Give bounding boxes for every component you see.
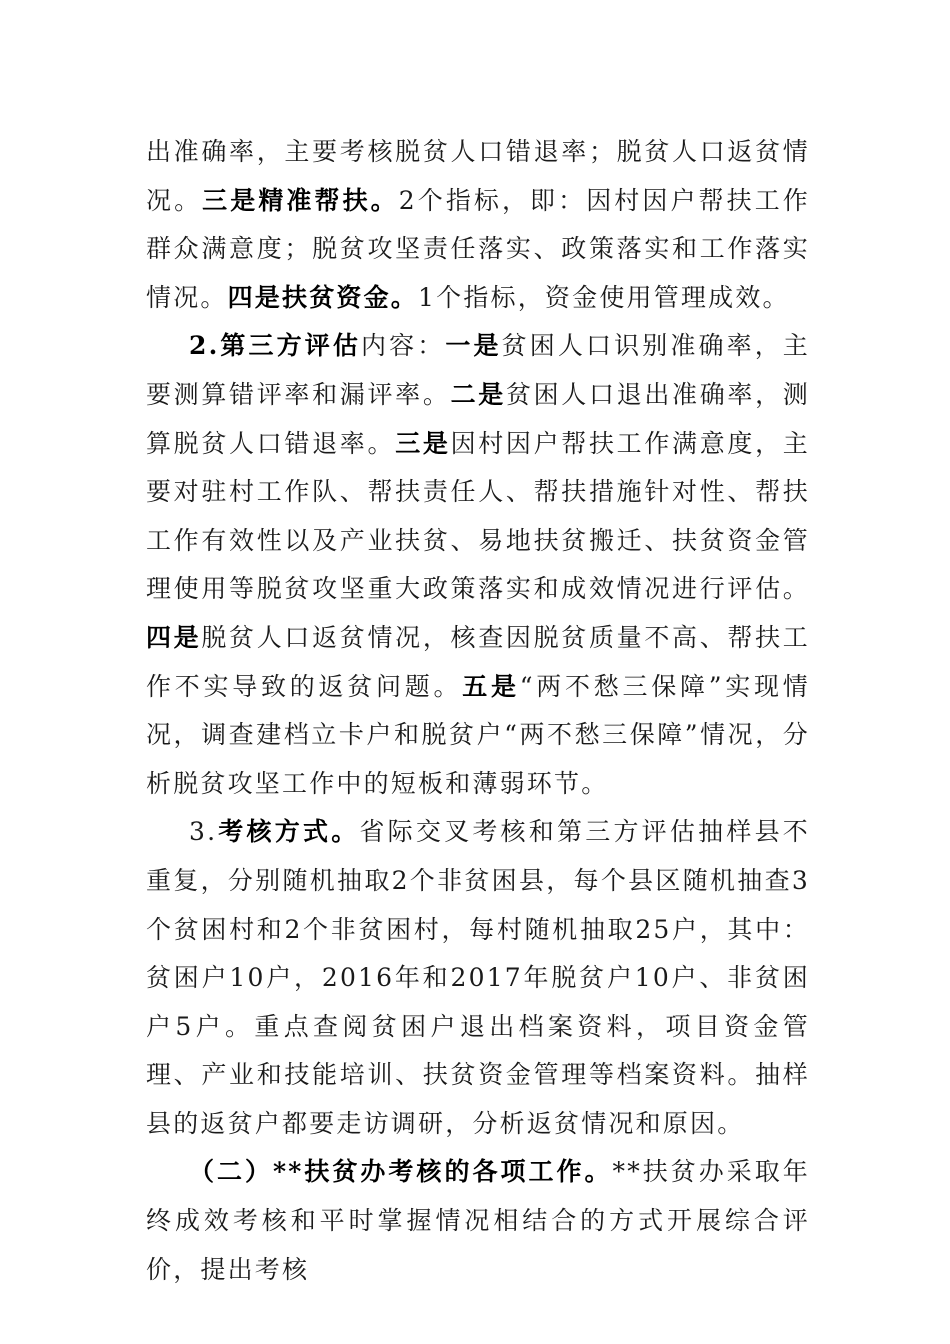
- text-run: 出准确率，主要考核脱贫人口错退率；脱贫人口返贫情况。: [146, 137, 810, 215]
- text-run: “两不愁三保障”实现情况，调查建档立卡户和脱贫户“两不愁三保障”情况，分析脱贫攻坚工作中的短板和薄弱环节。: [146, 671, 811, 798]
- text-run: 3.: [189, 817, 218, 847]
- paragraph-third-party-evaluation: [146, 322, 810, 808]
- text-run: 2个指标，即：因村因户帮扶工作群众满意度；脱贫攻坚责任落实、政策落实和工作落实情况。: [146, 185, 810, 312]
- text-run: 1个指标，资金使用管理成效。: [418, 282, 790, 312]
- paragraph-indicators-continued: [146, 128, 810, 322]
- text-run: 贫困人口识别准确率，主要测算错评率和漏评率。: [146, 331, 811, 409]
- bold-heading-run: 五是: [462, 671, 520, 701]
- text-run: 省际交叉考核和第三方评估抽样县不重复，分别随机抽取2个非贫困县，每个县区随机抽查3个贫困村和2个非贫困村，每村随机抽取25户，其中：贫困户10户，2016年和2017年脱贫户10户、非贫困户5户。重点查阅贫困户退出档案资料，项目资金管理、产业和技能培训、扶贫资金管理等档案资料。抽样县的返贫户都要走访调研，分析返贫情况和原因。: [146, 817, 810, 1138]
- text-run: 因村因户帮扶工作满意度，主要对驻村工作队、帮扶责任人、帮扶措施针对性、帮扶工作有效性以及产业扶贫、易地扶贫搬迁、扶贫资金管理使用等脱贫攻坚重大政策落实和成效情况进行评估。: [146, 428, 810, 604]
- paragraph-poverty-office-assessment: [146, 1148, 810, 1294]
- bold-heading-run: （二）**扶贫办考核的各项工作。: [189, 1157, 613, 1187]
- bold-heading-run: 考核方式。: [217, 817, 360, 847]
- bold-heading-run: 2.第三方评估: [189, 331, 362, 361]
- text-run: 贫困人口退出准确率，测算脱贫人口错退率。: [146, 379, 811, 458]
- document-body: [146, 128, 810, 1294]
- text-run: **扶贫办采取年终成效考核和平时掌握情况相结合的方式开展综合评价，提出考核: [146, 1157, 810, 1284]
- text-run: 脱贫人口返贫情况，核查因脱贫质量不高、帮扶工作不实导致的返贫问题。: [146, 622, 810, 701]
- text-run: 内容：: [361, 331, 446, 361]
- bold-heading-run: 四是扶贫资金。: [227, 282, 419, 312]
- bold-heading-run: 四是: [146, 622, 202, 652]
- bold-heading-run: 二是: [450, 379, 506, 409]
- bold-heading-run: 一是: [445, 331, 502, 361]
- bold-heading-run: 三是精准帮扶。: [202, 185, 399, 215]
- bold-heading-run: 三是: [395, 428, 451, 458]
- paragraph-assessment-method: [146, 808, 810, 1148]
